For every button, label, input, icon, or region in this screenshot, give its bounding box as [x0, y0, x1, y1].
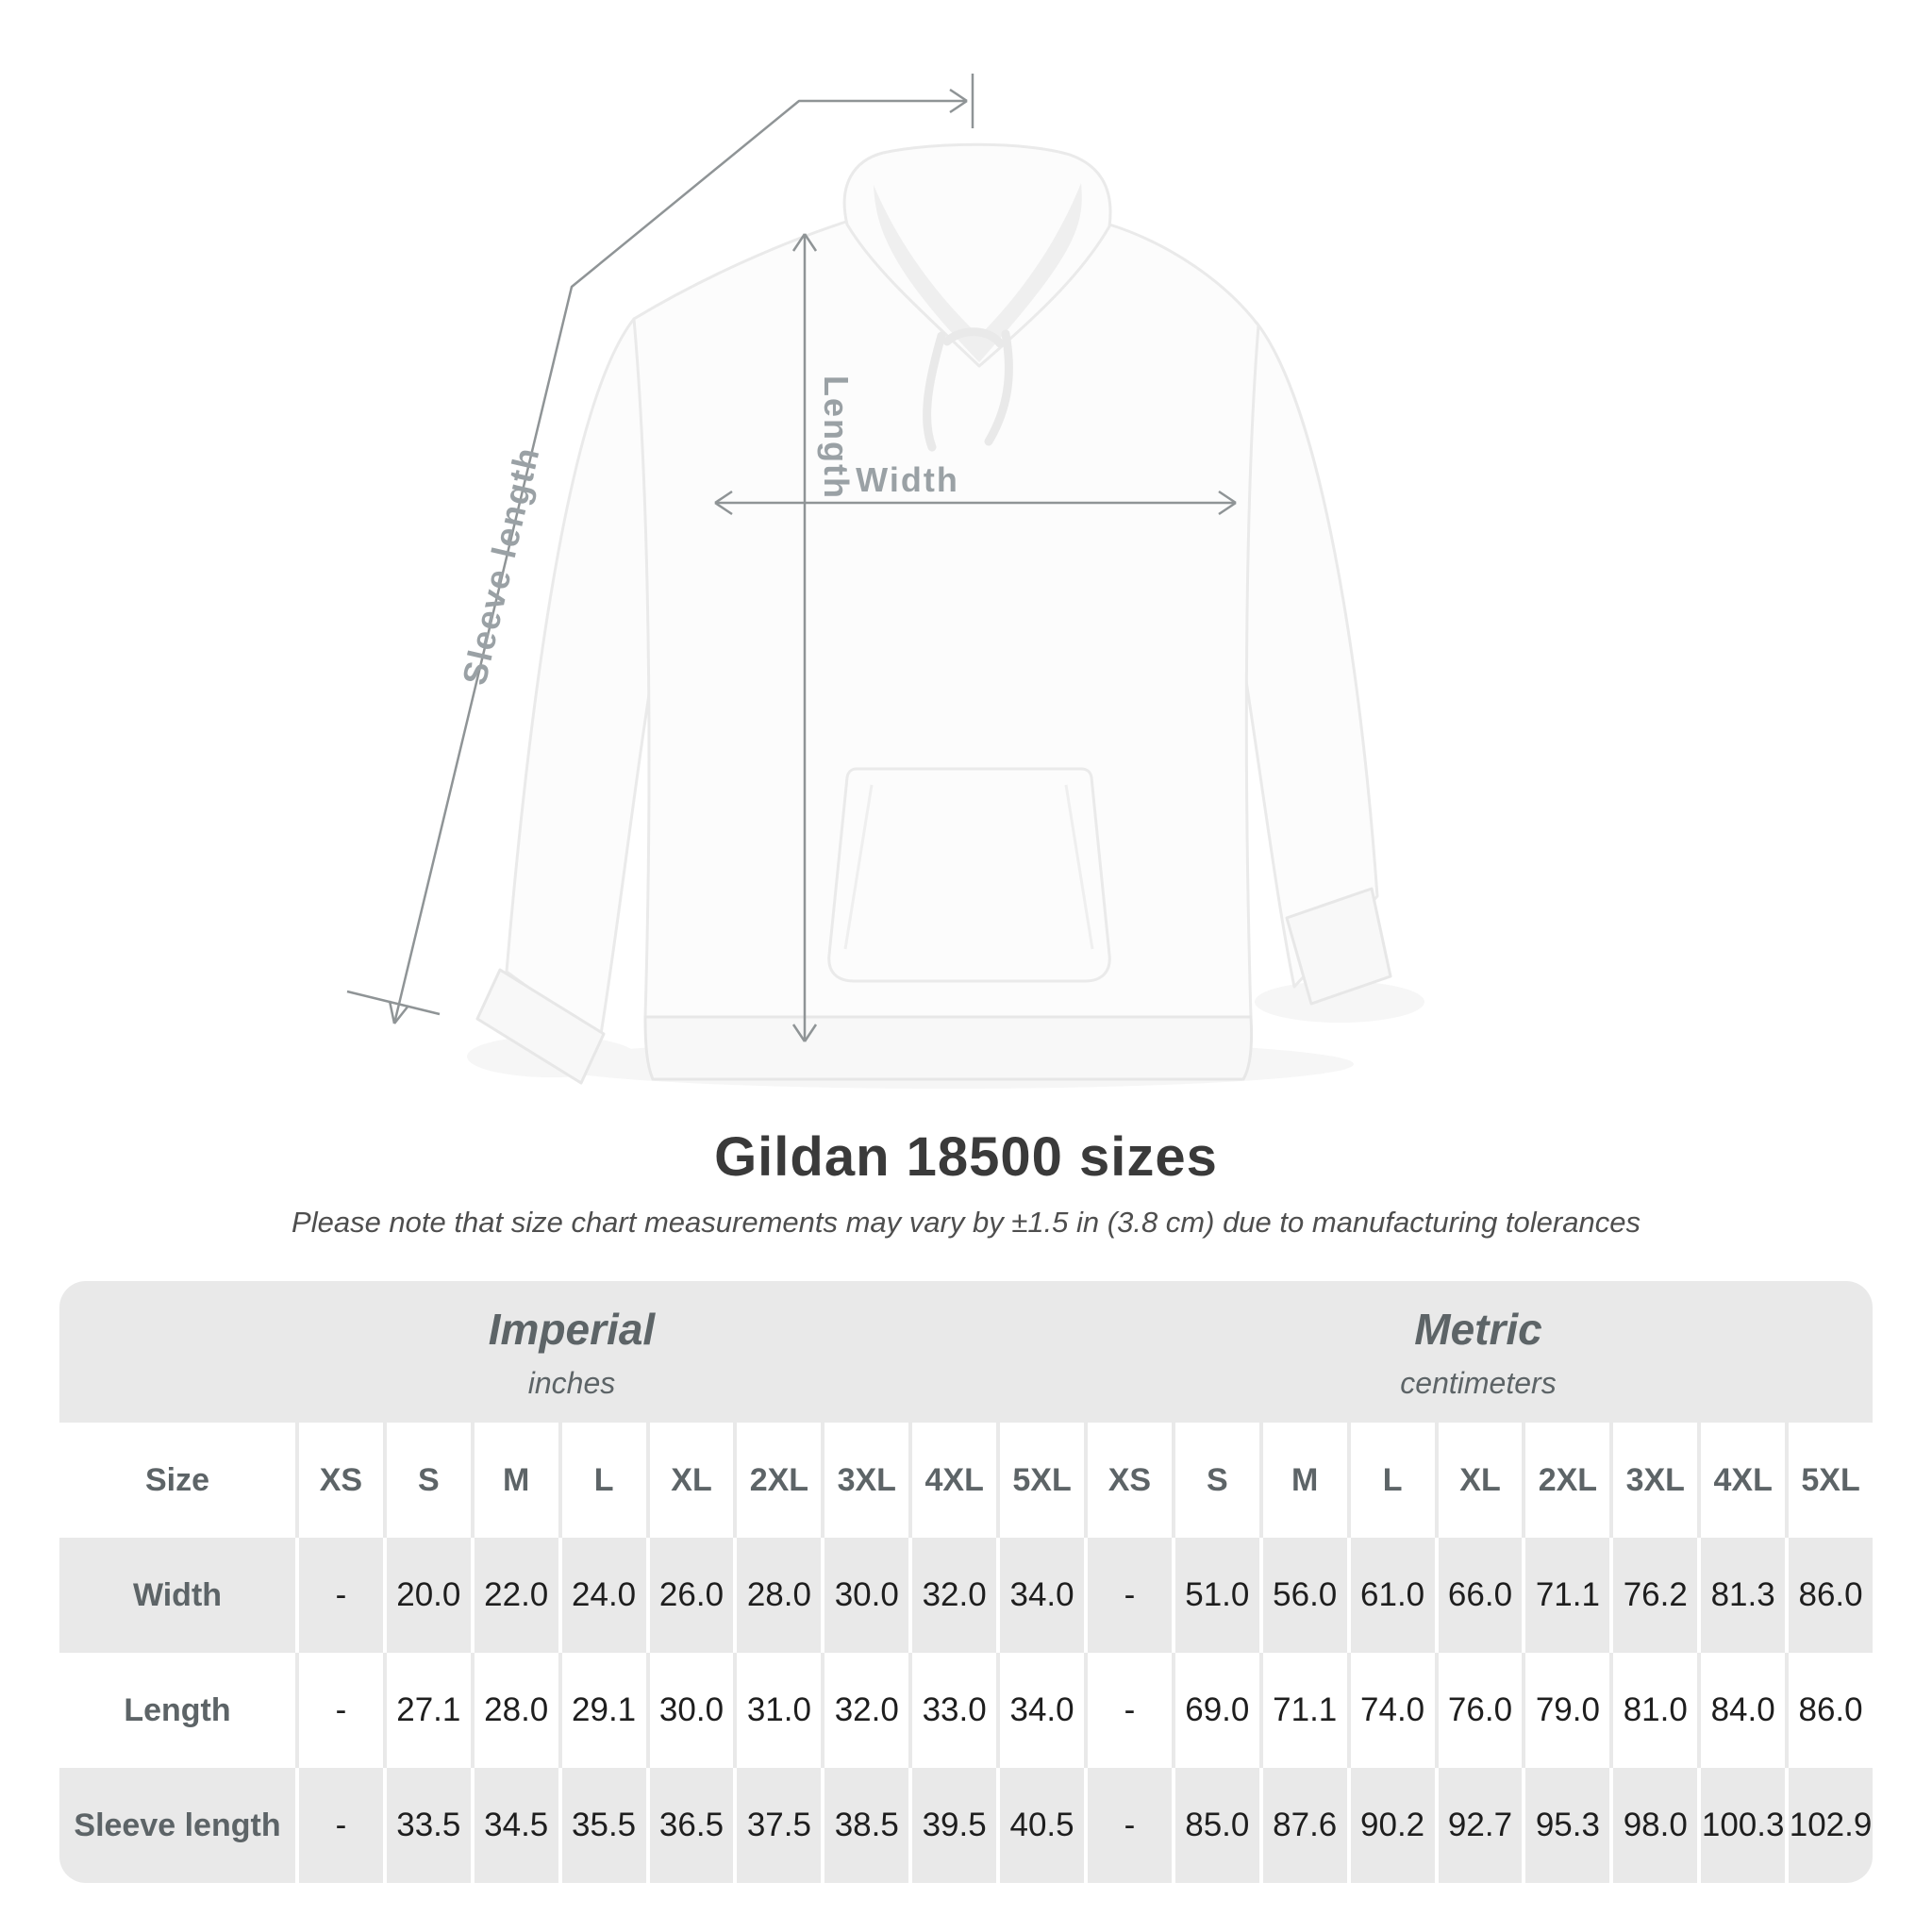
row-label-width: Width [132, 1576, 223, 1613]
size-column-header: XS [1084, 1423, 1172, 1538]
size-column-header: 5XL [1785, 1423, 1873, 1538]
sleeve-length-value-cell: 36.5 [646, 1768, 734, 1883]
width-value-cell: 20.0 [383, 1538, 471, 1653]
sleeve-length-label: Sleeve length [454, 442, 547, 689]
table-row-width [59, 1538, 1873, 1653]
length-value-cell: 32.0 [821, 1653, 908, 1768]
size-column-header: 5XL [996, 1423, 1084, 1538]
title-block [0, 1125, 1932, 1240]
width-value-cell: 76.2 [1609, 1538, 1697, 1653]
sleeve-length-value-cell: 102.9 [1785, 1768, 1873, 1883]
sleeve-length-value-cell: 98.0 [1609, 1768, 1697, 1883]
page-title: Gildan 18500 sizes [714, 1126, 1218, 1188]
width-label: Width [856, 460, 959, 499]
imperial-unit: inches [527, 1365, 616, 1400]
length-value-cell: 86.0 [1785, 1653, 1873, 1768]
hem-band [645, 1017, 1252, 1079]
length-value-cell: 29.1 [558, 1653, 646, 1768]
size-header-row [59, 1423, 1873, 1538]
metric-title: Metric [1414, 1304, 1542, 1354]
length-value-cell: 27.1 [383, 1653, 471, 1768]
unit-header-band [59, 1281, 1873, 1423]
metric-header [1084, 1281, 1873, 1423]
width-value-cell: 81.3 [1697, 1538, 1785, 1653]
sleeve-length-value-cell: - [295, 1768, 383, 1883]
size-column-header: XS [295, 1423, 383, 1538]
imperial-title: Imperial [488, 1304, 656, 1354]
row-label-sleeve-length: Sleeve length [74, 1807, 281, 1843]
row-label-length: Length [124, 1691, 231, 1728]
length-value-cell: 81.0 [1609, 1653, 1697, 1768]
width-value-cell: 66.0 [1435, 1538, 1523, 1653]
sleeve-length-value-cell: 33.5 [383, 1768, 471, 1883]
length-label: Length [817, 375, 856, 500]
length-value-cell: 74.0 [1347, 1653, 1435, 1768]
table-row-sleeve-length [59, 1768, 1873, 1883]
sleeve-length-value-cell: 87.6 [1259, 1768, 1347, 1883]
width-value-cell: - [295, 1538, 383, 1653]
size-column-header: XL [646, 1423, 734, 1538]
length-value-cell: - [295, 1653, 383, 1768]
width-value-cell: 30.0 [821, 1538, 908, 1653]
size-column-header: S [383, 1423, 471, 1538]
width-value-cell: 28.0 [733, 1538, 821, 1653]
size-column-header: M [1259, 1423, 1347, 1538]
length-value-cell: 79.0 [1522, 1653, 1609, 1768]
sleeve-length-value-cell: 37.5 [733, 1768, 821, 1883]
sleeve-length-value-cell: 92.7 [1435, 1768, 1523, 1883]
length-value-cell: 71.1 [1259, 1653, 1347, 1768]
page-subtitle: Please note that size chart measurements may vary by ±1.5 in (3.8 cm) due to manufacturing tolerances [291, 1206, 1641, 1239]
width-value-cell: 61.0 [1347, 1538, 1435, 1653]
length-value-cell: - [1084, 1653, 1172, 1768]
length-value-cell: 34.0 [996, 1653, 1084, 1768]
sleeve-length-bottom-tick [347, 991, 440, 1014]
length-value-cell: 31.0 [733, 1653, 821, 1768]
width-value-cell: 86.0 [1785, 1538, 1873, 1653]
sleeve-length-value-cell: 40.5 [996, 1768, 1084, 1883]
sleeve-length-value-cell: 34.5 [471, 1768, 558, 1883]
length-value-cell: 69.0 [1172, 1653, 1259, 1768]
size-column-header: XL [1435, 1423, 1523, 1538]
length-value-cell: 28.0 [471, 1653, 558, 1768]
size-column-header: 4XL [908, 1423, 996, 1538]
width-value-cell: - [1084, 1538, 1172, 1653]
size-column-header: L [1347, 1423, 1435, 1538]
sleeve-length-value-cell: 39.5 [908, 1768, 996, 1883]
size-column-header: 4XL [1697, 1423, 1785, 1538]
width-value-cell: 34.0 [996, 1538, 1084, 1653]
sleeve-length-value-cell: - [1084, 1768, 1172, 1883]
sleeve-length-value-cell: 100.3 [1697, 1768, 1785, 1883]
length-value-cell: 76.0 [1435, 1653, 1523, 1768]
size-column-header: 2XL [1522, 1423, 1609, 1538]
sleeve-length-value-cell: 90.2 [1347, 1768, 1435, 1883]
metric-unit: centimeters [1400, 1365, 1557, 1400]
length-value-cell: 33.0 [908, 1653, 996, 1768]
sleeve-length-value-cell: 85.0 [1172, 1768, 1259, 1883]
size-label: Size [144, 1461, 210, 1498]
width-value-cell: 56.0 [1259, 1538, 1347, 1653]
width-value-cell: 51.0 [1172, 1538, 1259, 1653]
size-column-header: L [558, 1423, 646, 1538]
width-value-cell: 71.1 [1522, 1538, 1609, 1653]
sleeve-length-value-cell: 35.5 [558, 1768, 646, 1883]
size-column-header: 3XL [821, 1423, 908, 1538]
width-value-cell: 22.0 [471, 1538, 558, 1653]
width-value-cell: 26.0 [646, 1538, 734, 1653]
size-column-header: 3XL [1609, 1423, 1697, 1538]
width-value-cell: 24.0 [558, 1538, 646, 1653]
size-column-header: 2XL [733, 1423, 821, 1538]
width-value-cell: 32.0 [908, 1538, 996, 1653]
size-column-header: M [471, 1423, 558, 1538]
size-column-header: S [1172, 1423, 1259, 1538]
sleeve-length-value-cell: 95.3 [1522, 1768, 1609, 1883]
size-table [59, 1281, 1873, 1883]
length-value-cell: 84.0 [1697, 1653, 1785, 1768]
imperial-header [59, 1281, 1084, 1423]
sleeve-length-value-cell: 38.5 [821, 1768, 908, 1883]
table-row-length [59, 1653, 1873, 1768]
length-value-cell: 30.0 [646, 1653, 734, 1768]
